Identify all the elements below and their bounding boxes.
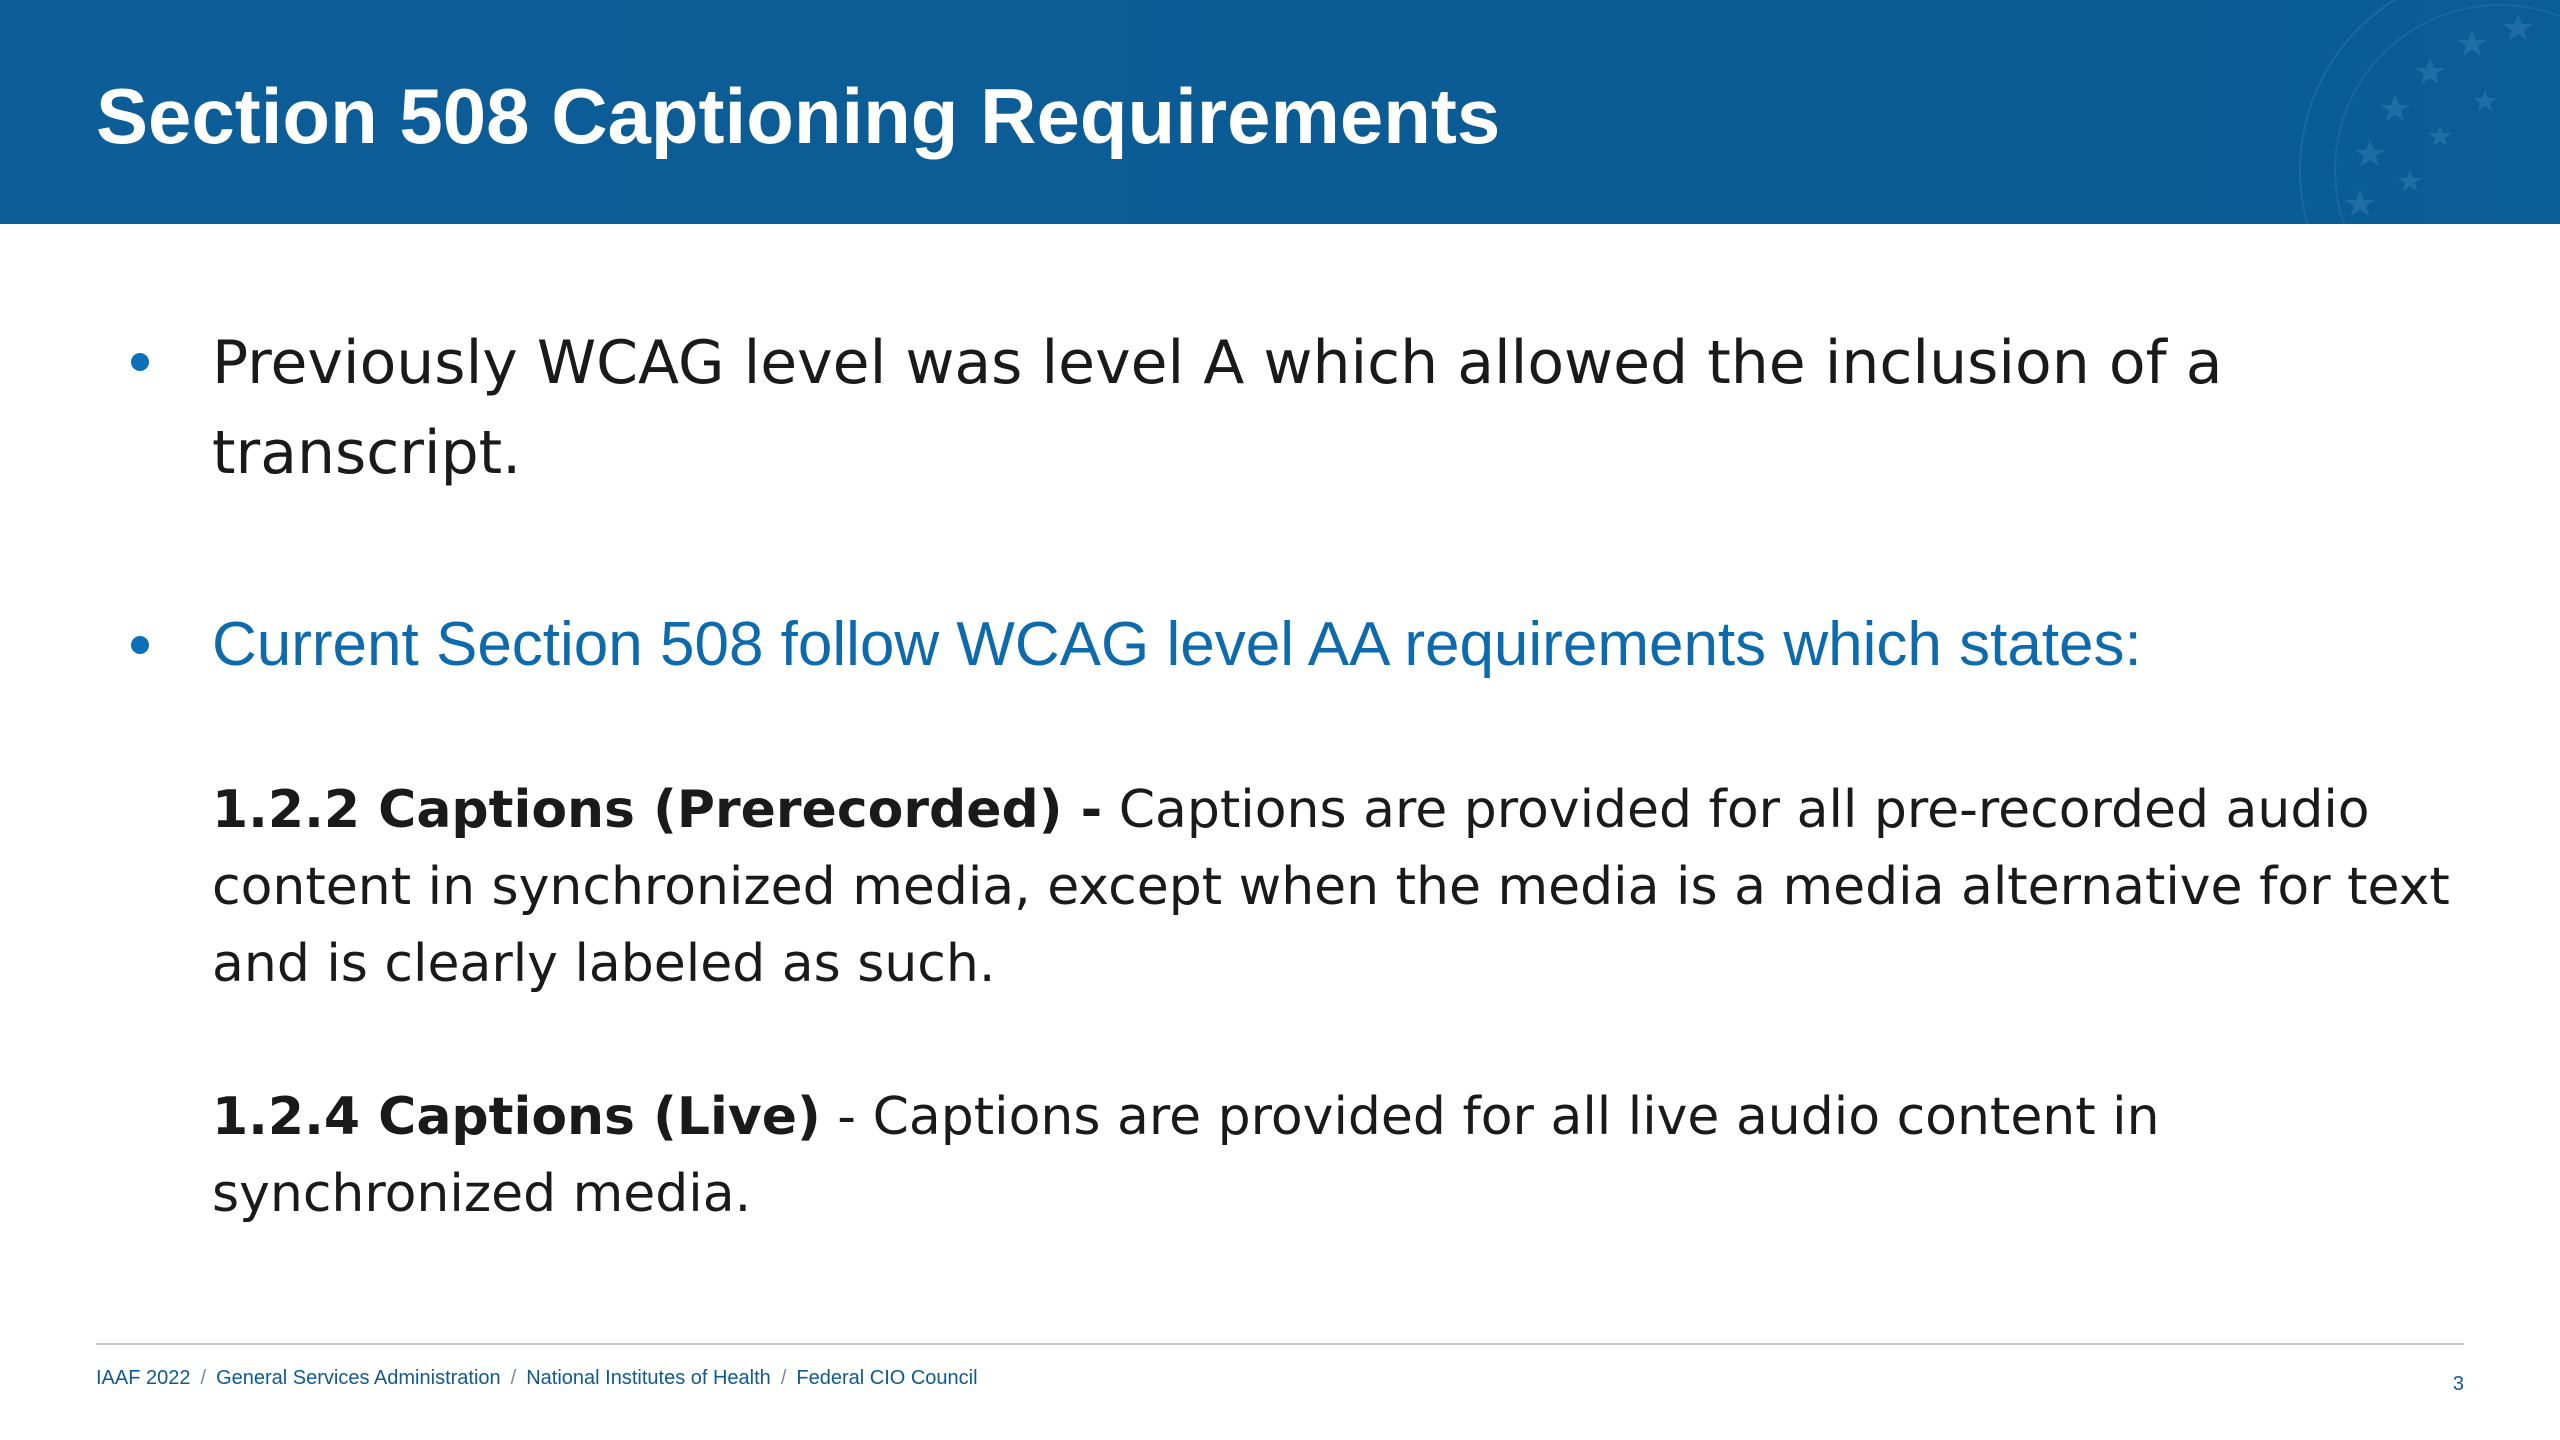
bullet-point-1 [131,353,149,371]
requirement-1-2-4 [212,1079,2472,1233]
requirement-1-2-2-text: Captions are provided for all pre-recorded audio content in synchronized media, except when the media is a media alternative for text and is clearly labeled as such. [212,780,2450,994]
footer-item-nih: National Institutes of Health [526,1367,771,1389]
footer-item-gsa: General Services Administration [216,1367,501,1389]
page-number: 3 [2452,1373,2464,1395]
footer-item-cio-council: Federal CIO Council [796,1367,978,1389]
footer-divider [96,1343,2464,1345]
requirement-1-2-4-label: 1.2.4 Captions (Live) [212,1087,821,1147]
footer-item-event: IAAF 2022 [96,1367,191,1389]
footer-separator: / [780,1367,787,1389]
star-seal-decoration [2200,0,2560,224]
requirement-1-2-2 [212,772,2472,1003]
requirement-1-2-4-text: - Captions are provided for all live audio content in synchronized media. [212,1087,2160,1224]
requirement-1-2-2-label: 1.2.2 Captions (Prerecorded) - [212,780,1103,840]
bullet-text-1: Previously WCAG level was level A which allowed the inclusion of a transcript. [212,328,2223,488]
footer-credits [96,1364,978,1392]
slide-header-band [0,0,2560,224]
footer-separator: / [200,1367,207,1389]
slide-title: Section 508 Captioning Requirements [96,72,1501,160]
bullet-text-2: Current Section 508 follow WCAG level AA requirements which states: [212,610,2142,679]
footer-separator: / [510,1367,517,1389]
bullet-point-2 [131,636,149,654]
